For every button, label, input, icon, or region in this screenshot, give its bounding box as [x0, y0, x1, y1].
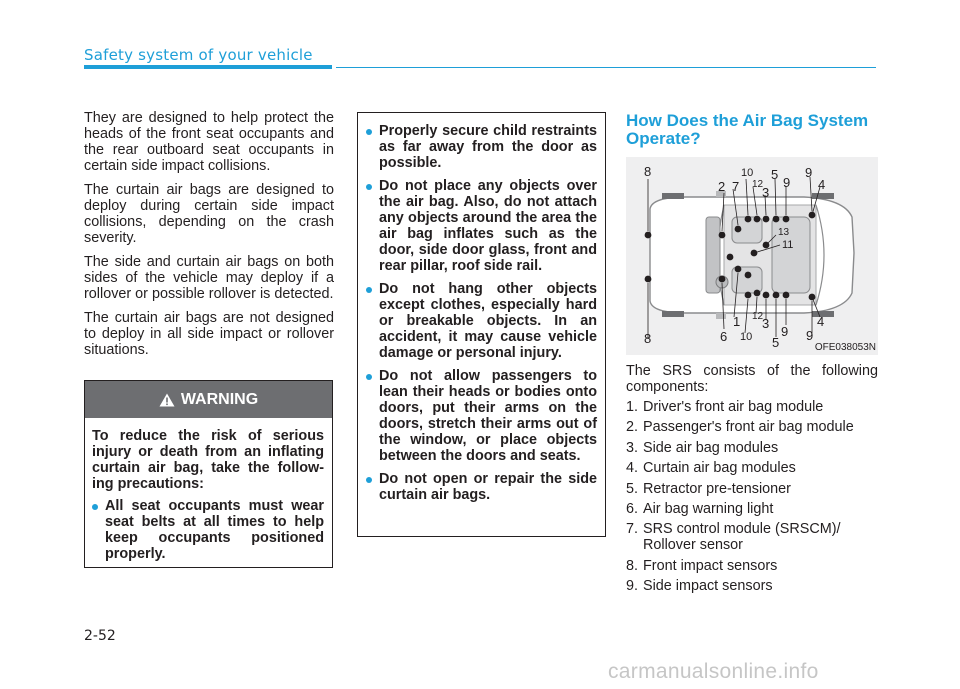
list-number: 7. [626, 521, 639, 538]
diagram-callout-number: 13 [778, 227, 790, 238]
diagram-callout-number: 2 [718, 179, 726, 194]
warning-bullet-text: All seat occupants must wear seat belts at all times to help keep occupants positioned properly. [105, 498, 324, 562]
list-item [626, 419, 878, 435]
list-item [626, 481, 878, 497]
list-item [626, 521, 878, 553]
list-text: SRS control module (SRSCM)/ Rollover sensor [643, 521, 841, 554]
srs-intro: The SRS consists of the following components: [626, 363, 878, 395]
diagram-callout-number: 5 [772, 335, 780, 350]
list-text: Front impact sensors [643, 557, 778, 574]
diagram-callout-number: 9 [781, 324, 789, 339]
list-item [626, 578, 878, 594]
warning-bullet [366, 178, 597, 274]
diagram-callout-number: 6 [720, 329, 728, 344]
watermark: carmanualsonline.info [608, 660, 819, 683]
paragraph: The side and curtain air bags on both sides of the vehicle may deploy if a rollover or possible rollover is detected. [84, 254, 334, 302]
diagram-callout-number: 12 [752, 311, 764, 322]
list-text: Retractor pre-tensioner [643, 480, 791, 497]
warning-triangle-icon [159, 393, 175, 407]
list-text: Driver's front air bag module [643, 399, 824, 415]
warning-bullet-text: Do not allow passengers to lean their heads or bodies onto doors, put their arms on the doors, stretch their arms out of the window, or place objects between the doors and seats. [379, 368, 597, 464]
list-text: Passenger's front air bag module [643, 419, 854, 436]
diagram-callout-number: 4 [817, 314, 825, 329]
list-text: Side air bag modules [643, 439, 779, 456]
warning-bullet [366, 368, 597, 464]
list-item [626, 501, 878, 517]
list-text: Curtain air bag modules [643, 460, 796, 477]
warning-continued-box [357, 112, 606, 537]
list-number: 3. [626, 439, 639, 456]
bullet-dot-icon [92, 504, 98, 510]
diagram-callout-number: 9 [806, 328, 814, 343]
warning-bullet [366, 123, 597, 171]
section-heading: How Does the Air Bag System Operate? [626, 111, 869, 148]
warning-intro: To reduce the risk of serious injury or death from an inflating curtain air bag, take the follow-ing precautions: [92, 428, 324, 492]
list-number: 9. [626, 578, 639, 595]
section-title: Safety system of your vehicle [84, 46, 313, 64]
warning-bullet [366, 471, 597, 503]
list-text: Side impact sensors [643, 578, 773, 595]
list-number: 1. [626, 399, 639, 415]
list-number: 2. [626, 419, 639, 436]
diagram-callout-number: 9 [783, 175, 791, 190]
list-item [626, 399, 878, 415]
bullet-dot-icon [366, 287, 372, 293]
bullet-dot-icon [366, 374, 372, 380]
diagram-callout-number: 11 [782, 239, 794, 251]
list-number: 8. [626, 557, 639, 574]
warning-box [84, 380, 333, 568]
warning-header [85, 381, 332, 418]
diagram-callout-number: 3 [762, 316, 770, 331]
list-number: 6. [626, 500, 639, 517]
warning-bullet-text: Properly secure child restraints as far away from the door as possible. [379, 123, 597, 171]
column-3 [626, 112, 878, 148]
warning-bullet-text: Do not hang other objects except clothes, especially hard or breakable objects. In an accident, it may cause vehicle damage or personal injury. [379, 281, 597, 361]
diagram-callout-number: 8 [644, 164, 652, 179]
paragraph: The curtain air bags are designed to deploy during certain side impact collisions, depending on the crash severity. [84, 182, 334, 246]
warning-bullet-text: Do not open or repair the side curtain air bags. [379, 471, 597, 503]
header-rule-thin [336, 67, 876, 68]
header-rule-thick [84, 65, 332, 69]
diagram-callout-number: 10 [741, 167, 754, 179]
diagram-callout-number: 12 [752, 179, 764, 190]
diagram-callout-number: 5 [771, 167, 779, 182]
paragraph: The curtain air bags are not designed to deploy in all side impact or rollover situations. [84, 310, 334, 358]
bullet-dot-icon [366, 184, 372, 190]
bullet-dot-icon [366, 129, 372, 135]
diagram-callout-number: 9 [805, 165, 813, 180]
column-1-text [84, 110, 334, 366]
diagram-callout-number: 3 [762, 185, 770, 200]
page-number: 2-52 [84, 628, 116, 644]
warning-label: WARNING [180, 390, 259, 408]
list-item [626, 440, 878, 456]
component-list [626, 399, 878, 599]
list-item [626, 558, 878, 574]
list-number: 5. [626, 480, 639, 497]
list-number: 4. [626, 460, 639, 477]
diagram-callout-number: 8 [644, 331, 652, 346]
list-item [626, 460, 878, 476]
warning-bullet-text: Do not place any objects over the air bag. Also, do not attach any objects around the area the air bag inflates such as the door, side door glass, front and rear pillar, roof side rail. [379, 178, 597, 274]
warning-bullet [92, 498, 324, 562]
diagram-callout-number: 4 [818, 177, 826, 192]
paragraph: They are designed to help protect the heads of the front seat occupants and the rear outboard seat occupants in certain side impact collisions. [84, 110, 334, 174]
bullet-dot-icon [366, 477, 372, 483]
warning-bullet [366, 281, 597, 361]
diagram-callout-number: 10 [740, 331, 753, 343]
diagram-callout-number: 1 [733, 314, 741, 329]
diagram-code-label: OFE038053N [814, 342, 876, 353]
diagram-callout-number: 7 [732, 179, 740, 194]
list-text: Air bag warning light [643, 500, 774, 517]
